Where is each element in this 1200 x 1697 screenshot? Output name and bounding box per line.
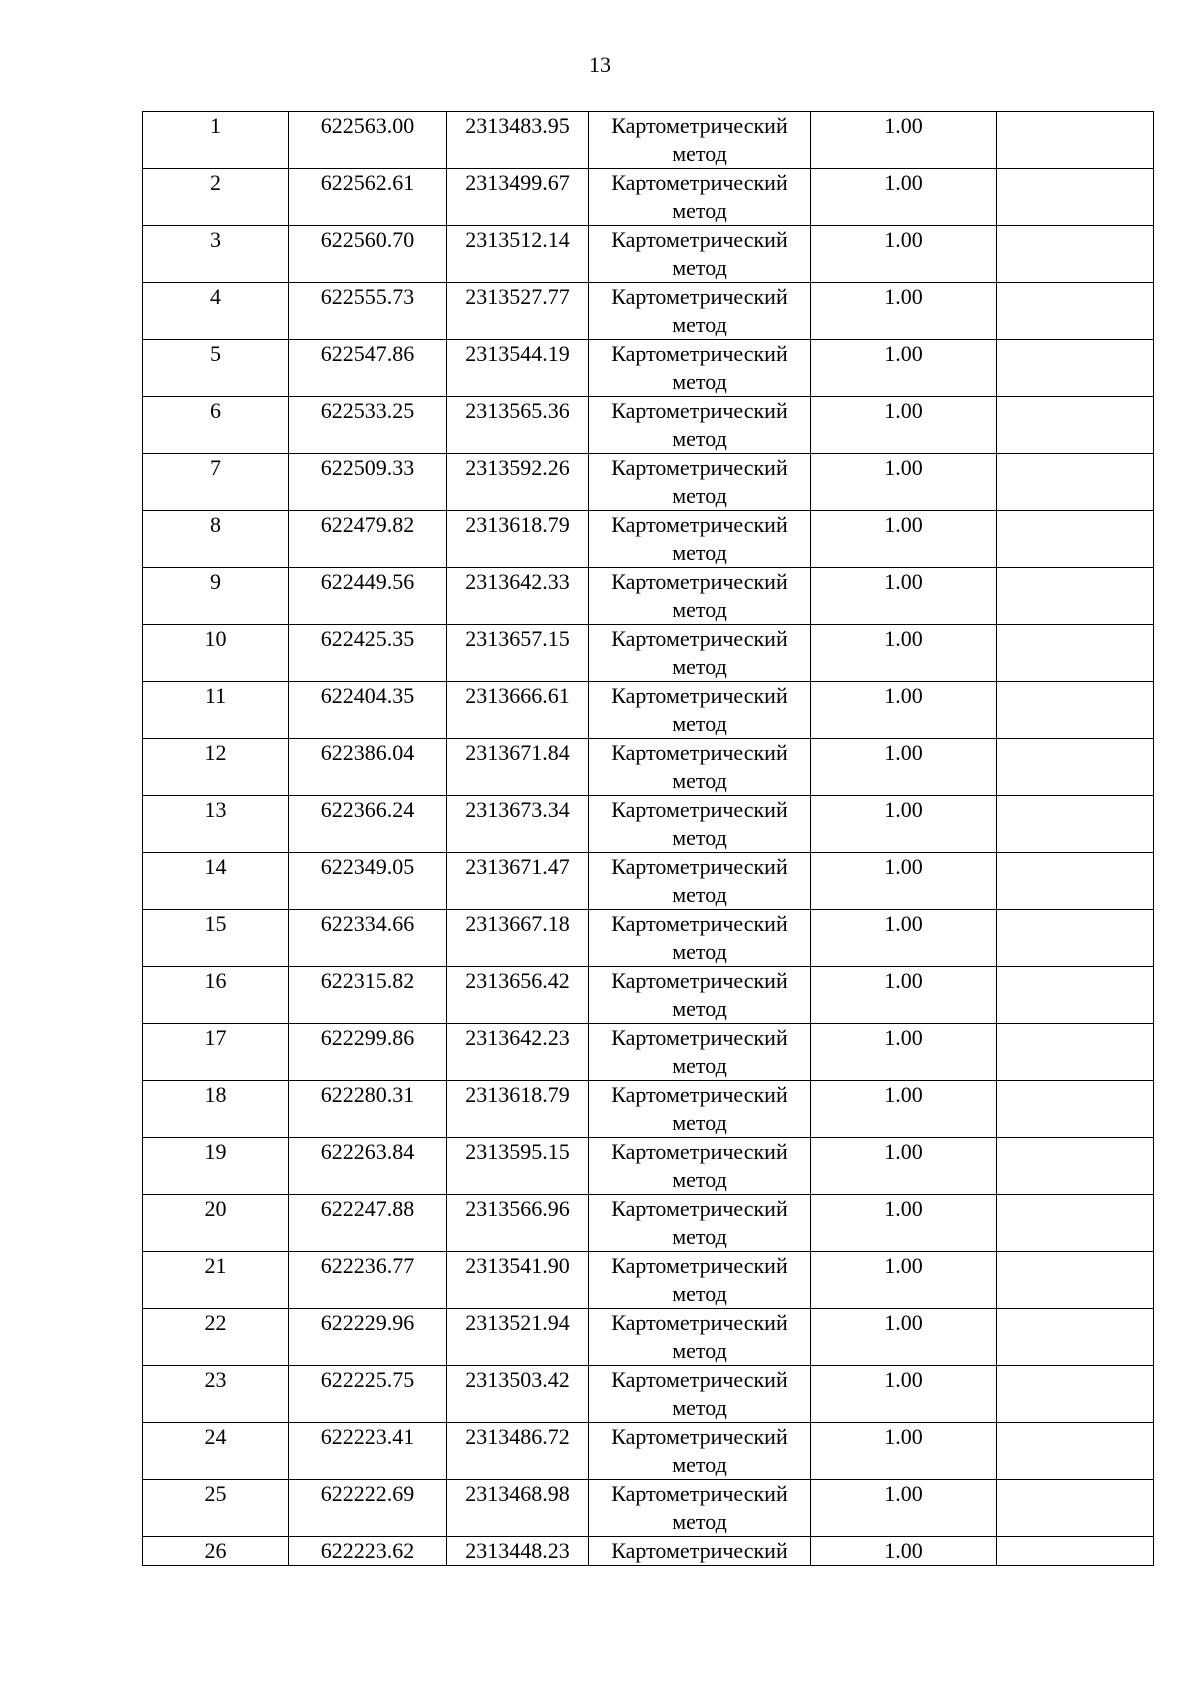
table-row [143,1081,1154,1138]
point-number-cell: 4 [143,283,289,340]
method-cell [589,910,811,967]
method-text: метод [672,141,727,166]
table-row [143,1138,1154,1195]
accuracy-cell: 1.00 [811,796,997,853]
description-cell [997,1138,1154,1195]
description-cell [997,853,1154,910]
point-number-cell: 24 [143,1423,289,1480]
table-row [143,910,1154,967]
point-number-cell: 6 [143,397,289,454]
x-coordinate-cell: 622236.77 [289,1252,447,1309]
accuracy-cell: 1.00 [811,112,997,169]
x-coordinate-cell: 622223.62 [289,1537,447,1566]
point-number-cell: 17 [143,1024,289,1081]
table-row [143,226,1154,283]
description-cell [997,1537,1154,1566]
description-cell [997,511,1154,568]
point-number-cell: 2 [143,169,289,226]
method-text: Картометрический [611,1310,788,1335]
method-text: метод [672,369,727,394]
y-coordinate-cell: 2313642.23 [447,1024,589,1081]
y-coordinate-cell: 2313541.90 [447,1252,589,1309]
x-coordinate-cell: 622404.35 [289,682,447,739]
description-cell [997,340,1154,397]
table-row [143,682,1154,739]
accuracy-cell: 1.00 [811,397,997,454]
description-cell [997,1366,1154,1423]
method-text: метод [672,312,727,337]
x-coordinate-cell: 622334.66 [289,910,447,967]
x-coordinate-cell: 622562.61 [289,169,447,226]
description-cell [997,283,1154,340]
method-text: метод [672,540,727,565]
point-number-cell: 1 [143,112,289,169]
description-cell [997,1024,1154,1081]
method-text: Картометрический [611,1481,788,1506]
y-coordinate-cell: 2313595.15 [447,1138,589,1195]
method-text: метод [672,996,727,1021]
description-cell [997,1423,1154,1480]
accuracy-cell: 1.00 [811,454,997,511]
point-number-cell: 9 [143,568,289,625]
x-coordinate-cell: 622479.82 [289,511,447,568]
accuracy-cell: 1.00 [811,1138,997,1195]
description-cell [997,625,1154,682]
method-text: Картометрический [611,1196,788,1221]
method-cell [589,397,811,454]
table-row [143,1309,1154,1366]
method-text: метод [672,1224,727,1249]
y-coordinate-cell: 2313499.67 [447,169,589,226]
y-coordinate-cell: 2313486.72 [447,1423,589,1480]
table-row [143,739,1154,796]
y-coordinate-cell: 2313618.79 [447,1081,589,1138]
method-text: Картометрический [611,683,788,708]
point-number-cell: 21 [143,1252,289,1309]
accuracy-cell: 1.00 [811,226,997,283]
method-text: Картометрический [611,968,788,993]
accuracy-cell: 1.00 [811,1081,997,1138]
description-cell [997,169,1154,226]
x-coordinate-cell: 622449.56 [289,568,447,625]
method-cell [589,1366,811,1423]
method-text: Картометрический [611,284,788,309]
method-text: Картометрический [611,1139,788,1164]
page-number: 13 [589,52,611,77]
x-coordinate-cell: 622563.00 [289,112,447,169]
y-coordinate-cell: 2313512.14 [447,226,589,283]
method-cell [589,226,811,283]
method-cell [589,739,811,796]
method-text: Картометрический [611,1367,788,1392]
method-cell [589,1252,811,1309]
table-row [143,511,1154,568]
description-cell [997,1309,1154,1366]
y-coordinate-cell: 2313657.15 [447,625,589,682]
accuracy-cell: 1.00 [811,568,997,625]
description-cell [997,454,1154,511]
method-cell [589,1081,811,1138]
point-number-cell: 5 [143,340,289,397]
x-coordinate-cell: 622560.70 [289,226,447,283]
method-cell [589,283,811,340]
point-number-cell: 15 [143,910,289,967]
method-text: Картометрический [611,398,788,423]
x-coordinate-cell: 622366.24 [289,796,447,853]
method-text: Картометрический [611,1538,788,1563]
x-coordinate-cell: 622223.41 [289,1423,447,1480]
method-text: Картометрический [611,626,788,651]
accuracy-cell: 1.00 [811,625,997,682]
table-row [143,1252,1154,1309]
description-cell [997,796,1154,853]
table-row [143,1366,1154,1423]
description-cell [997,910,1154,967]
accuracy-cell: 1.00 [811,1024,997,1081]
method-text: метод [672,882,727,907]
method-text: Картометрический [611,341,788,366]
point-number-cell: 10 [143,625,289,682]
point-number-cell: 26 [143,1537,289,1566]
x-coordinate-cell: 622509.33 [289,454,447,511]
accuracy-cell: 1.00 [811,682,997,739]
y-coordinate-cell: 2313566.96 [447,1195,589,1252]
y-coordinate-cell: 2313544.19 [447,340,589,397]
table-row [143,1480,1154,1537]
method-text: метод [672,198,727,223]
method-text: Картометрический [611,1082,788,1107]
y-coordinate-cell: 2313666.61 [447,682,589,739]
point-number-cell: 3 [143,226,289,283]
y-coordinate-cell: 2313671.47 [447,853,589,910]
point-number-cell: 18 [143,1081,289,1138]
method-text: метод [672,1167,727,1192]
x-coordinate-cell: 622299.86 [289,1024,447,1081]
method-text: Картометрический [611,1025,788,1050]
method-text: Картометрический [611,569,788,594]
method-text: Картометрический [611,170,788,195]
accuracy-cell: 1.00 [811,1195,997,1252]
x-coordinate-cell: 622425.35 [289,625,447,682]
method-cell [589,169,811,226]
method-text: Картометрический [611,1424,788,1449]
point-number-cell: 12 [143,739,289,796]
method-text: метод [672,939,727,964]
point-number-cell: 14 [143,853,289,910]
accuracy-cell: 1.00 [811,1366,997,1423]
point-number-cell: 20 [143,1195,289,1252]
description-cell [997,568,1154,625]
method-text: Картометрический [611,911,788,936]
method-text: метод [672,711,727,736]
description-cell [997,967,1154,1024]
accuracy-cell: 1.00 [811,853,997,910]
method-text: Картометрический [611,113,788,138]
method-cell [589,796,811,853]
method-text: Картометрический [611,797,788,822]
method-text: метод [672,1053,727,1078]
x-coordinate-cell: 622222.69 [289,1480,447,1537]
x-coordinate-cell: 622263.84 [289,1138,447,1195]
method-text: метод [672,768,727,793]
x-coordinate-cell: 622225.75 [289,1366,447,1423]
table-row [143,625,1154,682]
coordinates-table-body [143,112,1154,1566]
method-cell [589,112,811,169]
method-text: метод [672,1281,727,1306]
point-number-cell: 16 [143,967,289,1024]
accuracy-cell: 1.00 [811,910,997,967]
method-cell [589,1024,811,1081]
x-coordinate-cell: 622349.05 [289,853,447,910]
method-text: Картометрический [611,1253,788,1278]
description-cell [997,1195,1154,1252]
x-coordinate-cell: 622386.04 [289,739,447,796]
description-cell [997,682,1154,739]
point-number-cell: 8 [143,511,289,568]
accuracy-cell: 1.00 [811,739,997,796]
accuracy-cell: 1.00 [811,967,997,1024]
accuracy-cell: 1.00 [811,340,997,397]
x-coordinate-cell: 622315.82 [289,967,447,1024]
table-row [143,853,1154,910]
accuracy-cell: 1.00 [811,1423,997,1480]
method-cell [589,1480,811,1537]
y-coordinate-cell: 2313483.95 [447,112,589,169]
point-number-cell: 19 [143,1138,289,1195]
x-coordinate-cell: 622280.31 [289,1081,447,1138]
description-cell [997,1081,1154,1138]
method-text: метод [672,255,727,280]
description-cell [997,1252,1154,1309]
y-coordinate-cell: 2313592.26 [447,454,589,511]
method-cell [589,625,811,682]
table-row [143,967,1154,1024]
accuracy-cell: 1.00 [811,283,997,340]
table-row [143,1195,1154,1252]
table-row [143,169,1154,226]
method-text: метод [672,1395,727,1420]
y-coordinate-cell: 2313673.34 [447,796,589,853]
method-text: Картометрический [611,512,788,537]
table-row [143,283,1154,340]
method-text: метод [672,426,727,451]
x-coordinate-cell: 622533.25 [289,397,447,454]
method-text: метод [672,597,727,622]
table-row [143,112,1154,169]
method-text: Картометрический [611,227,788,252]
y-coordinate-cell: 2313671.84 [447,739,589,796]
method-text: Картометрический [611,740,788,765]
method-cell [589,340,811,397]
table-row [143,1537,1154,1566]
point-number-cell: 13 [143,796,289,853]
description-cell [997,739,1154,796]
method-text: Картометрический [611,854,788,879]
method-cell [589,454,811,511]
description-cell [997,1480,1154,1537]
accuracy-cell: 1.00 [811,1537,997,1566]
coordinates-table [142,111,1154,1566]
table-row [143,1423,1154,1480]
method-cell [589,1309,811,1366]
method-text: метод [672,1509,727,1534]
y-coordinate-cell: 2313521.94 [447,1309,589,1366]
method-text: метод [672,1110,727,1135]
y-coordinate-cell: 2313656.42 [447,967,589,1024]
accuracy-cell: 1.00 [811,1309,997,1366]
description-cell [997,226,1154,283]
method-text: метод [672,483,727,508]
method-text: метод [672,825,727,850]
x-coordinate-cell: 622555.73 [289,283,447,340]
table-row [143,796,1154,853]
method-cell [589,1537,811,1566]
y-coordinate-cell: 2313527.77 [447,283,589,340]
y-coordinate-cell: 2313642.33 [447,568,589,625]
method-text: метод [672,654,727,679]
method-cell [589,1195,811,1252]
y-coordinate-cell: 2313618.79 [447,511,589,568]
point-number-cell: 25 [143,1480,289,1537]
point-number-cell: 11 [143,682,289,739]
accuracy-cell: 1.00 [811,511,997,568]
table-row [143,1024,1154,1081]
y-coordinate-cell: 2313468.98 [447,1480,589,1537]
table-row [143,340,1154,397]
y-coordinate-cell: 2313667.18 [447,910,589,967]
x-coordinate-cell: 622229.96 [289,1309,447,1366]
table-row [143,454,1154,511]
method-cell [589,1138,811,1195]
method-cell [589,853,811,910]
method-cell [589,1423,811,1480]
method-text: Картометрический [611,455,788,480]
accuracy-cell: 1.00 [811,1252,997,1309]
table-row [143,397,1154,454]
description-cell [997,397,1154,454]
accuracy-cell: 1.00 [811,169,997,226]
point-number-cell: 23 [143,1366,289,1423]
description-cell [997,112,1154,169]
point-number-cell: 7 [143,454,289,511]
method-cell [589,967,811,1024]
table-row [143,568,1154,625]
method-cell [589,568,811,625]
x-coordinate-cell: 622547.86 [289,340,447,397]
y-coordinate-cell: 2313565.36 [447,397,589,454]
method-text: метод [672,1338,727,1363]
method-cell [589,682,811,739]
point-number-cell: 22 [143,1309,289,1366]
x-coordinate-cell: 622247.88 [289,1195,447,1252]
accuracy-cell: 1.00 [811,1480,997,1537]
y-coordinate-cell: 2313503.42 [447,1366,589,1423]
method-cell [589,511,811,568]
method-text: метод [672,1452,727,1477]
y-coordinate-cell: 2313448.23 [447,1537,589,1566]
